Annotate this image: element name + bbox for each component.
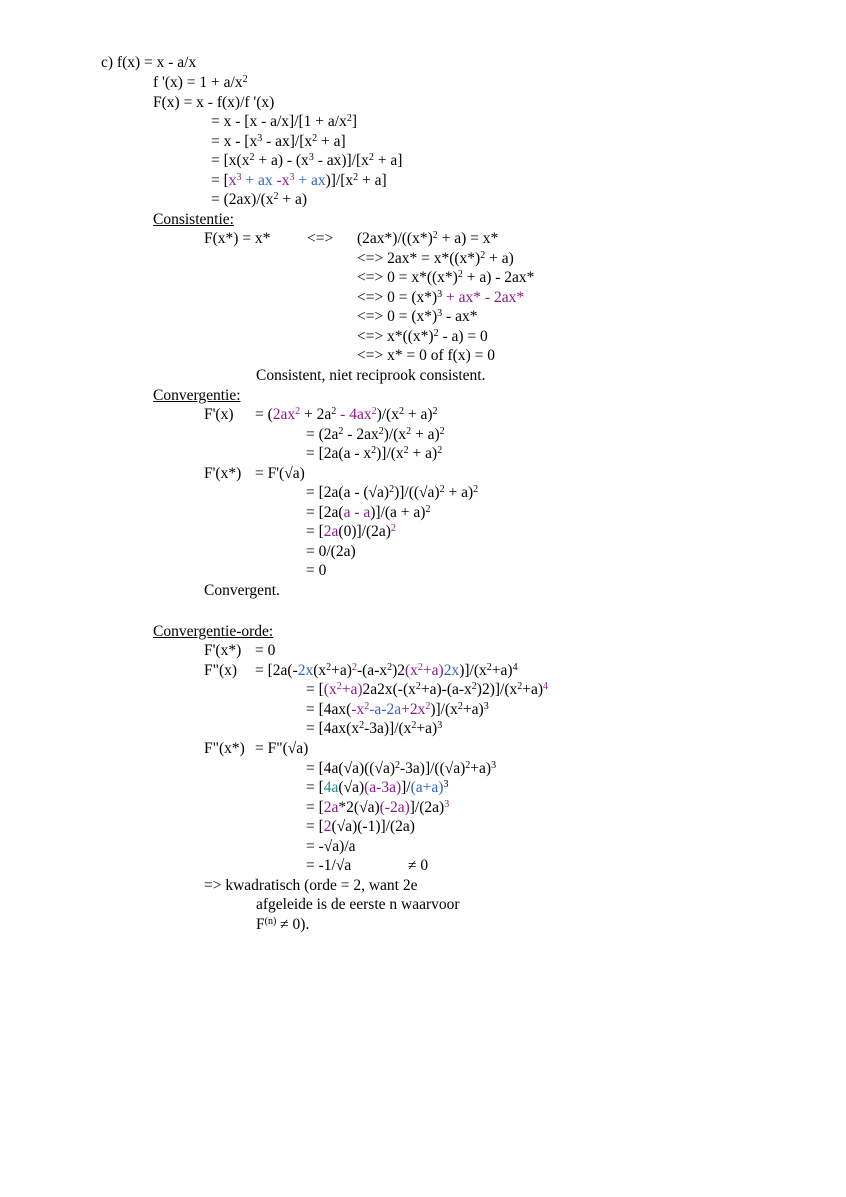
formula-text: F(x) = x - f(x)/f '(x) xyxy=(153,94,275,111)
order-step xyxy=(306,759,496,778)
superscript: 2 xyxy=(368,152,374,163)
superscript: 2 xyxy=(371,406,377,417)
function-definition xyxy=(101,53,196,72)
superscript: (n) xyxy=(264,916,277,927)
formula-text: = [ xyxy=(306,799,324,816)
formula-text: -(a-x xyxy=(356,662,388,679)
formula-text: = [ xyxy=(306,779,324,796)
formula-text: = [ xyxy=(306,818,324,835)
superscript: 2 xyxy=(346,113,352,124)
superscript: 2 xyxy=(359,720,365,731)
formula-text: <=> xyxy=(307,230,334,247)
formula-text: + a) xyxy=(278,191,308,208)
convergence-step xyxy=(255,405,438,424)
formula-text: <=> 0 = x*((x*) xyxy=(357,269,458,286)
formula-text: F"(x*) xyxy=(204,740,245,757)
superscript: 2 xyxy=(295,406,301,417)
superscript: 2 xyxy=(398,406,404,417)
formula-text: 2x xyxy=(297,662,314,679)
order-step xyxy=(306,719,442,738)
formula-text: <=> 0 = (x*) xyxy=(357,308,438,325)
formula-text: <=> 2ax* = x*((x*) xyxy=(357,250,481,267)
formula-text: + a) - 2ax* xyxy=(462,269,535,286)
formula-text: (x xyxy=(323,681,337,698)
formula-text: = ( xyxy=(255,406,273,423)
superscript: 2 xyxy=(364,701,370,712)
superscript: 2 xyxy=(457,269,463,280)
formula-text: ≠ 0 xyxy=(408,857,429,874)
superscript: 3 xyxy=(236,172,242,183)
formula-text: )]/(x xyxy=(430,701,458,718)
convergence-step xyxy=(306,444,442,463)
consistency-step xyxy=(357,249,514,268)
superscript: 2 xyxy=(411,720,417,731)
first-derivative-at-fixpoint-label xyxy=(204,641,241,660)
derivation-step xyxy=(211,132,346,151)
formula-text: +a) xyxy=(462,701,484,718)
superscript: 2 xyxy=(457,701,463,712)
derivation-step xyxy=(211,171,387,190)
formula-text: +a) xyxy=(341,681,363,698)
formula-text: F'(x*) xyxy=(204,642,242,659)
superscript: 3 xyxy=(437,720,443,731)
superscript: 2 xyxy=(406,426,412,437)
formula-text: 4a xyxy=(323,779,339,796)
formula-text: ]/(2a) xyxy=(409,799,445,816)
superscript: 2 xyxy=(471,681,477,692)
formula-text: F(x*) = x* xyxy=(204,230,271,247)
formula-text: + ax* xyxy=(442,289,482,306)
derivation-step xyxy=(211,151,402,170)
formula-text: +a) xyxy=(470,760,492,777)
superscript: 2 xyxy=(249,152,255,163)
formula-text: (a-3a) xyxy=(364,779,402,796)
formula-text: (a+a) xyxy=(410,779,444,796)
order-conclusion xyxy=(256,915,309,934)
formula-text: )/(x xyxy=(383,426,407,443)
superscript: 3 xyxy=(437,289,443,300)
formula-text: = 0/(2a) xyxy=(306,543,356,560)
formula-text: 2x xyxy=(443,662,460,679)
formula-text: = -1/√a xyxy=(306,857,352,874)
formula-text: )2)]/(x xyxy=(476,681,518,698)
fixed-point-equation xyxy=(204,229,270,248)
consistency-step xyxy=(357,307,477,326)
formula-text: = x - [x xyxy=(211,133,258,150)
first-derivative-at-fixpoint-label xyxy=(204,464,241,483)
formula-text: F'(x*) xyxy=(204,465,242,482)
formula-text: afgeleide is de eerste n waarvoor xyxy=(256,896,460,913)
formula-text: -2a xyxy=(381,701,402,718)
superscript: 2 xyxy=(338,426,344,437)
derivation-result xyxy=(211,190,307,209)
consistency-step xyxy=(357,327,488,346)
formula-text: = -√a)/a xyxy=(306,838,356,855)
newton-iteration-definition xyxy=(153,93,274,112)
formula-text: = [ xyxy=(306,523,324,540)
superscript: 2 xyxy=(473,484,479,495)
formula-text: )/(x xyxy=(376,406,399,423)
superscript: 2 xyxy=(371,445,377,456)
superscript: 2 xyxy=(312,133,318,144)
formula-text: F'(x) xyxy=(204,406,234,423)
derivative-definition xyxy=(153,73,248,92)
order-step xyxy=(306,778,448,797)
formula-text: )2 xyxy=(392,662,405,679)
formula-text: +a) xyxy=(522,681,544,698)
formula-text: 2ax xyxy=(272,406,296,423)
superscript: 2 xyxy=(517,681,523,692)
convergence-step xyxy=(306,425,445,444)
consistency-conclusion xyxy=(256,366,485,385)
order-step xyxy=(255,739,308,758)
superscript: 2 xyxy=(351,662,357,673)
convergence-step xyxy=(306,503,430,522)
heading-convergentie xyxy=(153,386,241,405)
formula-text: +a) xyxy=(422,662,444,679)
superscript: 2 xyxy=(242,74,248,85)
superscript: 2 xyxy=(437,445,443,456)
order-step xyxy=(306,798,449,817)
convergence-step xyxy=(255,464,305,483)
superscript: 2 xyxy=(480,250,486,261)
equivalence-arrow xyxy=(307,229,333,248)
formula-text: -a xyxy=(369,701,382,718)
formula-text: +a) xyxy=(331,662,352,679)
formula-text: + a) - (x xyxy=(254,152,309,169)
formula-text: )]/(a + a) xyxy=(370,504,426,521)
formula-text: - 2ax xyxy=(343,426,379,443)
superscript: 2 xyxy=(390,523,396,534)
formula-text: - ax]/[x xyxy=(262,133,313,150)
formula-text: + a) xyxy=(411,426,440,443)
superscript: 2 xyxy=(486,662,492,673)
formula-text: )]/(x xyxy=(376,445,404,462)
formula-text: = [4ax(x xyxy=(306,720,360,737)
formula-text: = [x(x xyxy=(211,152,250,169)
formula-text: x xyxy=(228,172,237,189)
formula-text: = [2a( xyxy=(306,504,344,521)
formula-text: = F'(√a) xyxy=(255,465,305,482)
formula-text: - ax)]/[x xyxy=(313,152,369,169)
superscript: 2 xyxy=(389,484,395,495)
formula-text: Consistent, niet reciprook consistent. xyxy=(256,367,486,384)
superscript: 3 xyxy=(443,779,449,790)
formula-text: <=> 0 = (x*) xyxy=(357,289,438,306)
formula-text: + a) xyxy=(403,406,433,423)
superscript: 3 xyxy=(289,172,295,183)
formula-text: <=> x*((x*) xyxy=(357,328,434,345)
formula-text: c) f(x) = x - a/x xyxy=(101,54,197,71)
formula-text: +a) xyxy=(416,720,438,737)
formula-text: = 0 xyxy=(255,642,276,659)
superscript: 2 xyxy=(403,445,409,456)
formula-text: (√a)(-1)]/(2a) xyxy=(331,818,415,835)
formula-text: + a] xyxy=(317,133,346,150)
superscript: 3 xyxy=(437,308,443,319)
superscript: 2 xyxy=(439,484,445,495)
superscript: 2 xyxy=(353,172,359,183)
first-derivative-label xyxy=(204,405,234,424)
formula-text: (2ax*)/((x*) xyxy=(357,230,433,247)
formula-text: (-2a) xyxy=(379,799,410,816)
formula-text: (√a) xyxy=(338,779,365,796)
superscript: 2 xyxy=(433,328,439,339)
formula-text: = [2a(a - x xyxy=(306,445,372,462)
second-derivative-label xyxy=(204,661,237,680)
order-step xyxy=(306,837,356,856)
superscript: 2 xyxy=(432,406,438,417)
formula-text: <=> x* = 0 of f(x) = 0 xyxy=(357,347,495,364)
formula-text: -x xyxy=(351,701,365,718)
formula-text: + a] xyxy=(358,172,387,189)
superscript: 2 xyxy=(336,681,342,692)
formula-text: 2a xyxy=(323,799,339,816)
formula-text: a - a xyxy=(343,504,371,521)
formula-text: Convergent. xyxy=(204,582,280,599)
second-derivative-at-fixpoint-label xyxy=(204,739,245,758)
order-conclusion xyxy=(256,895,460,914)
formula-text: (x xyxy=(405,662,418,679)
superscript: 2 xyxy=(425,701,431,712)
not-equal-zero-note xyxy=(408,856,428,875)
convergence-step xyxy=(306,561,326,580)
convergence-step xyxy=(306,542,356,561)
formula-text: = (2ax)/(x xyxy=(211,191,274,208)
superscript: 3 xyxy=(491,760,497,771)
formula-text: = [ xyxy=(306,681,324,698)
consistency-step xyxy=(357,229,498,248)
order-step xyxy=(306,680,548,699)
formula-text: = (2a xyxy=(306,426,339,443)
superscript: 3 xyxy=(308,152,314,163)
formula-text: f '(x) = 1 + a/x xyxy=(153,74,243,91)
formula-text: = [2a(a - (√a) xyxy=(306,484,390,501)
order-step xyxy=(255,641,275,660)
superscript: 4 xyxy=(543,681,549,692)
order-step xyxy=(306,700,489,719)
formula-text: ]/ xyxy=(401,779,411,796)
order-step xyxy=(306,856,351,875)
consistency-step xyxy=(357,288,524,307)
order-step xyxy=(306,817,415,836)
formula-text: Convergentie: xyxy=(153,387,241,404)
consistency-step xyxy=(357,268,534,287)
formula-text: - 2ax* xyxy=(481,289,525,306)
formula-text: )]/((√a) xyxy=(394,484,440,501)
consistency-step xyxy=(357,346,495,365)
formula-text: F xyxy=(256,916,265,933)
superscript: 2 xyxy=(273,191,279,202)
formula-text: = 0 xyxy=(306,562,327,579)
formula-text: ] xyxy=(351,113,358,130)
formula-text: + a) xyxy=(485,250,514,267)
superscript: 2 xyxy=(432,230,438,241)
superscript: 2 xyxy=(439,426,445,437)
superscript: 3 xyxy=(257,133,263,144)
formula-text: = x - [x - a/x]/[1 + a/x xyxy=(211,113,347,130)
superscript: 4 xyxy=(512,662,518,673)
formula-text: -3a)]/(x xyxy=(364,720,412,737)
formula-text: - a) = 0 xyxy=(438,328,488,345)
formula-text: - 4ax xyxy=(336,406,372,423)
derivation-step xyxy=(211,112,357,131)
heading-consistentie xyxy=(153,210,234,229)
formula-text: Consistentie: xyxy=(153,211,234,228)
formula-text: => kwadratisch (orde = 2, want 2e xyxy=(204,877,418,894)
formula-text: )]/[x xyxy=(325,172,354,189)
formula-text: -x xyxy=(272,172,290,189)
formula-text: +2x xyxy=(401,701,426,718)
formula-text: -3a)]/((√a) xyxy=(400,760,466,777)
order-conclusion xyxy=(204,876,417,895)
formula-text: Convergentie-orde: xyxy=(153,623,274,640)
formula-text: + 2a xyxy=(300,406,332,423)
formula-text: = F"(√a) xyxy=(255,740,309,757)
formula-text: *2(√a) xyxy=(338,799,380,816)
formula-text: + ax xyxy=(294,172,326,189)
formula-text: +a)-(a-x xyxy=(420,681,472,698)
convergence-step xyxy=(306,483,478,502)
formula-text: = [4ax( xyxy=(306,701,352,718)
formula-text: 2a2x(-(x xyxy=(362,681,416,698)
formula-text: )]/(x xyxy=(459,662,487,679)
superscript: 2 xyxy=(417,662,423,673)
heading-convergentie-orde xyxy=(153,622,273,641)
formula-text: (0)]/(2a) xyxy=(338,523,391,540)
formula-text: - ax* xyxy=(442,308,478,325)
superscript: 3 xyxy=(483,701,489,712)
formula-text: +a) xyxy=(491,662,513,679)
formula-text: = [4a(√a)((√a) xyxy=(306,760,395,777)
convergence-conclusion xyxy=(204,581,280,600)
order-step xyxy=(255,661,518,680)
formula-text: + a) xyxy=(408,445,438,462)
superscript: 3 xyxy=(444,799,450,810)
formula-text: ≠ 0). xyxy=(276,916,310,933)
formula-text: F"(x) xyxy=(204,662,238,679)
superscript: 2 xyxy=(425,504,431,515)
formula-text: + a) = x* xyxy=(437,230,499,247)
formula-text: 2 xyxy=(323,818,332,835)
formula-text: + a) xyxy=(444,484,474,501)
superscript: 2 xyxy=(378,426,384,437)
convergence-step xyxy=(306,522,396,541)
formula-text: = [2a(- xyxy=(255,662,298,679)
superscript: 2 xyxy=(415,681,421,692)
superscript: 2 xyxy=(326,662,332,673)
formula-text: + ax xyxy=(241,172,273,189)
formula-text: 2a xyxy=(323,523,339,540)
formula-text: + a] xyxy=(373,152,403,169)
formula-text: = [ xyxy=(211,172,229,189)
formula-text: (x xyxy=(313,662,327,679)
superscript: 2 xyxy=(387,662,393,673)
superscript: 2 xyxy=(395,760,400,771)
superscript: 2 xyxy=(331,406,337,417)
superscript: 2 xyxy=(465,760,471,771)
